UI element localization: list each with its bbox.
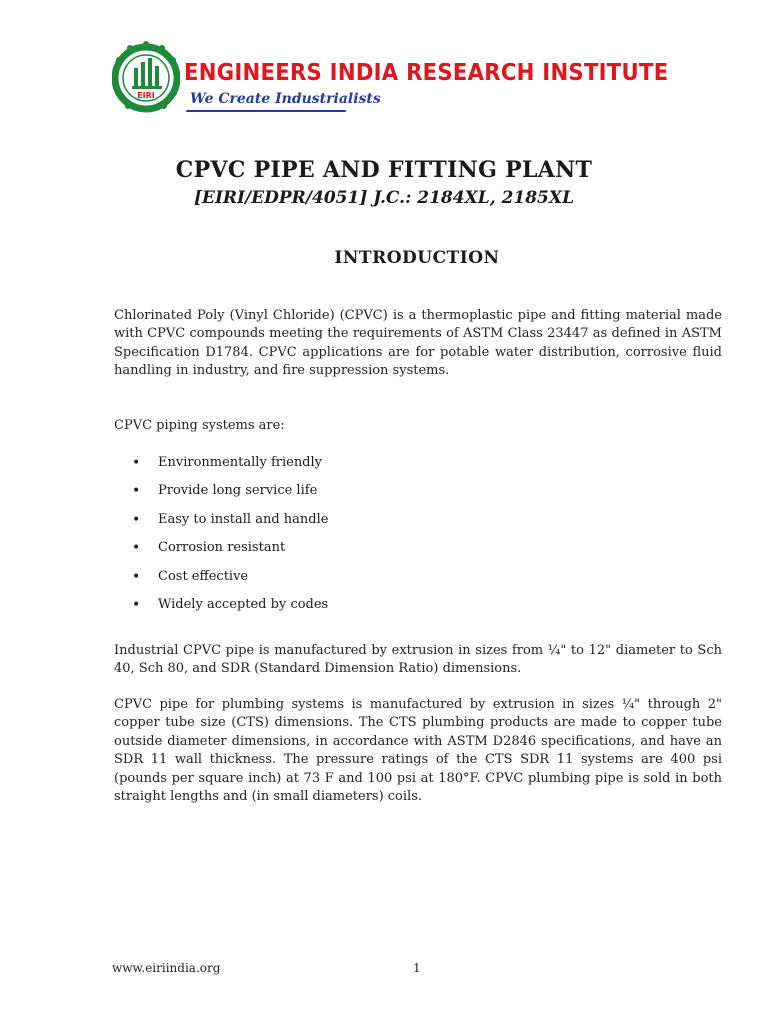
paragraph-intro: Chlorinated Poly (Vinyl Chloride) (CPVC) is a thermoplastic pipe and fitting material made with CPVC compounds meeting the requirements of ASTM Class 23447 as defined in ASTM Specification D1784. CPVC applications are for potable water distribution, corrosive fluid handling in industry, and fire suppression systems. — [114, 308, 722, 379]
tagline-underline — [186, 110, 346, 112]
list-item: • Provide long service life — [130, 482, 328, 510]
paragraph-plumbing: CPVC pipe for plumbing systems is manufactured by extrusion in sizes ¼" through 2" copper tube size (CTS) dimensions. The CTS plumbing products are made to copper tube outside diameter dimensions, in accordance with ASTM D2846 specifications, and have an SDR 11 wall thickness. The pressure ratings of the CTS SDR 11 systems are 400 psi (pounds per square inch) at 73 F and 100 psi at 180°F. CPVC plumbing pipe is sold in both straight lengths and (in small diameters) coils. — [114, 697, 722, 805]
document-title: CPVC PIPE AND FITTING PLANT — [175, 157, 593, 183]
list-item: • Easy to install and handle — [130, 511, 328, 539]
eiri-seal-icon — [112, 40, 180, 118]
eiri-logo — [112, 40, 669, 120]
section-heading: INTRODUCTION — [334, 248, 500, 268]
brand-name: ENGINEERS INDIA RESEARCH INSTITUTE — [184, 60, 669, 86]
page-number: 1 — [413, 961, 421, 975]
feature-list — [130, 454, 328, 624]
paragraph-industrial: Industrial CPVC pipe is manufactured by extrusion in sizes from ¼" to 12" diameter to Sch 40, Sch 80, and SDR (Standard Dimension Ratio) dimensions. — [114, 643, 722, 677]
list-item: • Environmentally friendly — [130, 454, 328, 482]
document-subtitle: [EIRI/EDPR/4051] J.C.: 2184XL, 2185XL — [193, 188, 575, 208]
paragraph-list-intro: CPVC piping systems are: — [114, 418, 285, 433]
list-item: • Corrosion resistant — [130, 539, 328, 567]
brand-tagline: We Create Industrialists — [190, 91, 381, 107]
seal-label: EIRI — [137, 91, 155, 100]
list-item: • Cost effective — [130, 568, 328, 596]
list-item: • Widely accepted by codes — [130, 596, 328, 624]
footer-url: www.eiriindia.org — [112, 961, 221, 975]
